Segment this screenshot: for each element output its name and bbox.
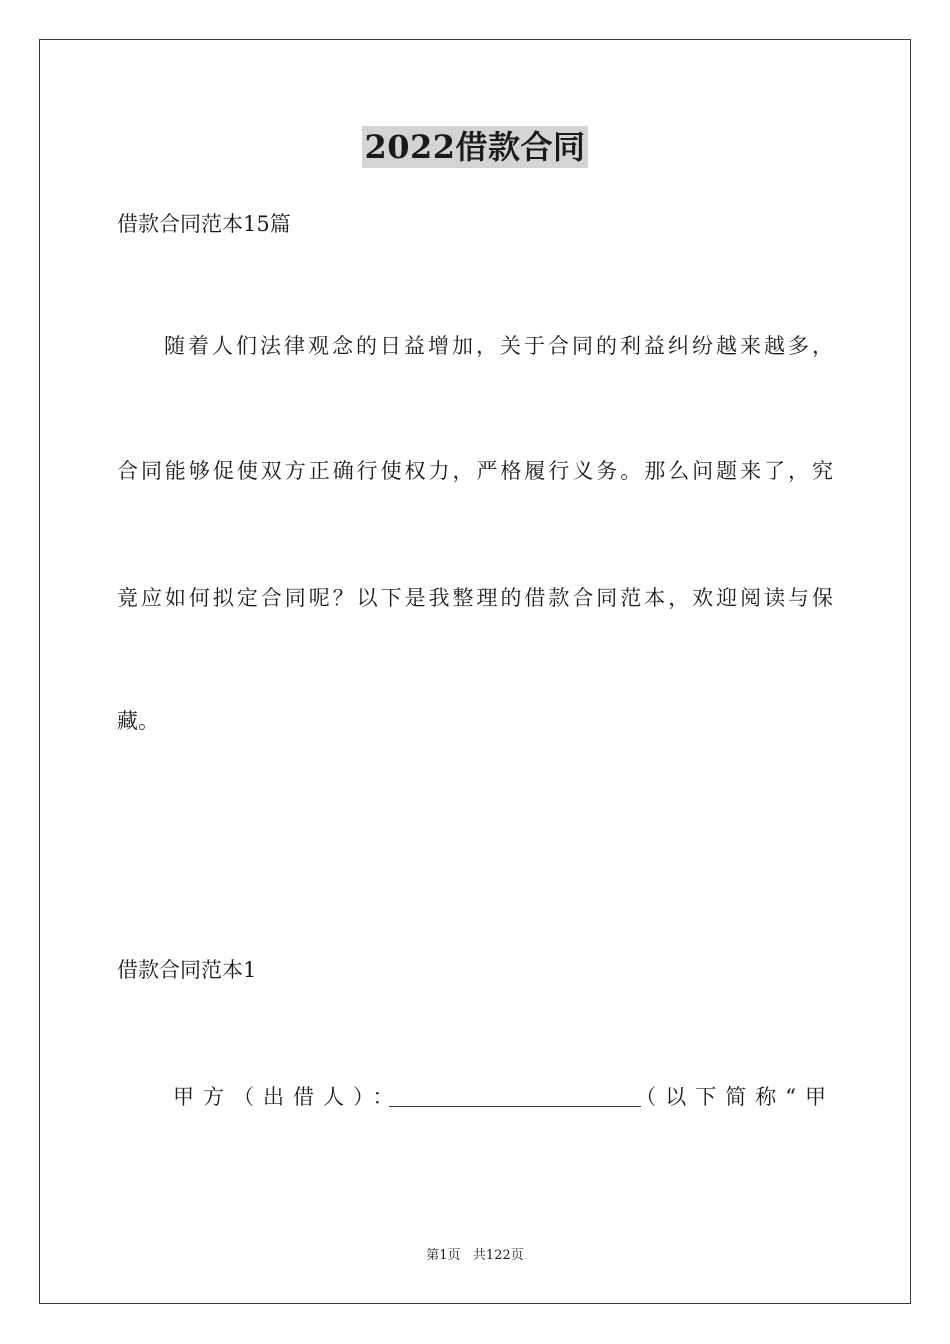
document-title: 2022借款合同 [364,128,586,166]
party-a-blank [389,1106,641,1107]
intro-line-2: 合同能够促使双方正确行使权力，严格履行义务。那么问题来了，究 [117,459,833,483]
party-a-label: 甲方（出借人）： [173,1085,403,1109]
intro-line-4: 藏。 [117,709,159,733]
document-subtitle: 借款合同范本15篇 [117,212,291,236]
page-number: 第1页 [426,1248,461,1263]
section-heading: 借款合同范本1 [117,958,257,982]
intro-line-3: 竟应如何拟定合同呢？以下是我整理的借款合同范本，欢迎阅读与保 [117,586,833,610]
party-a-suffix: （以下简称“甲 [635,1085,835,1109]
title-container [0,126,950,168]
party-a-line [117,1082,833,1116]
intro-line-1: 随着人们法律观念的日益增加，关于合同的利益纠纷越来越多， [164,334,833,358]
page-footer [0,1247,950,1265]
total-pages: 共122页 [472,1248,524,1263]
